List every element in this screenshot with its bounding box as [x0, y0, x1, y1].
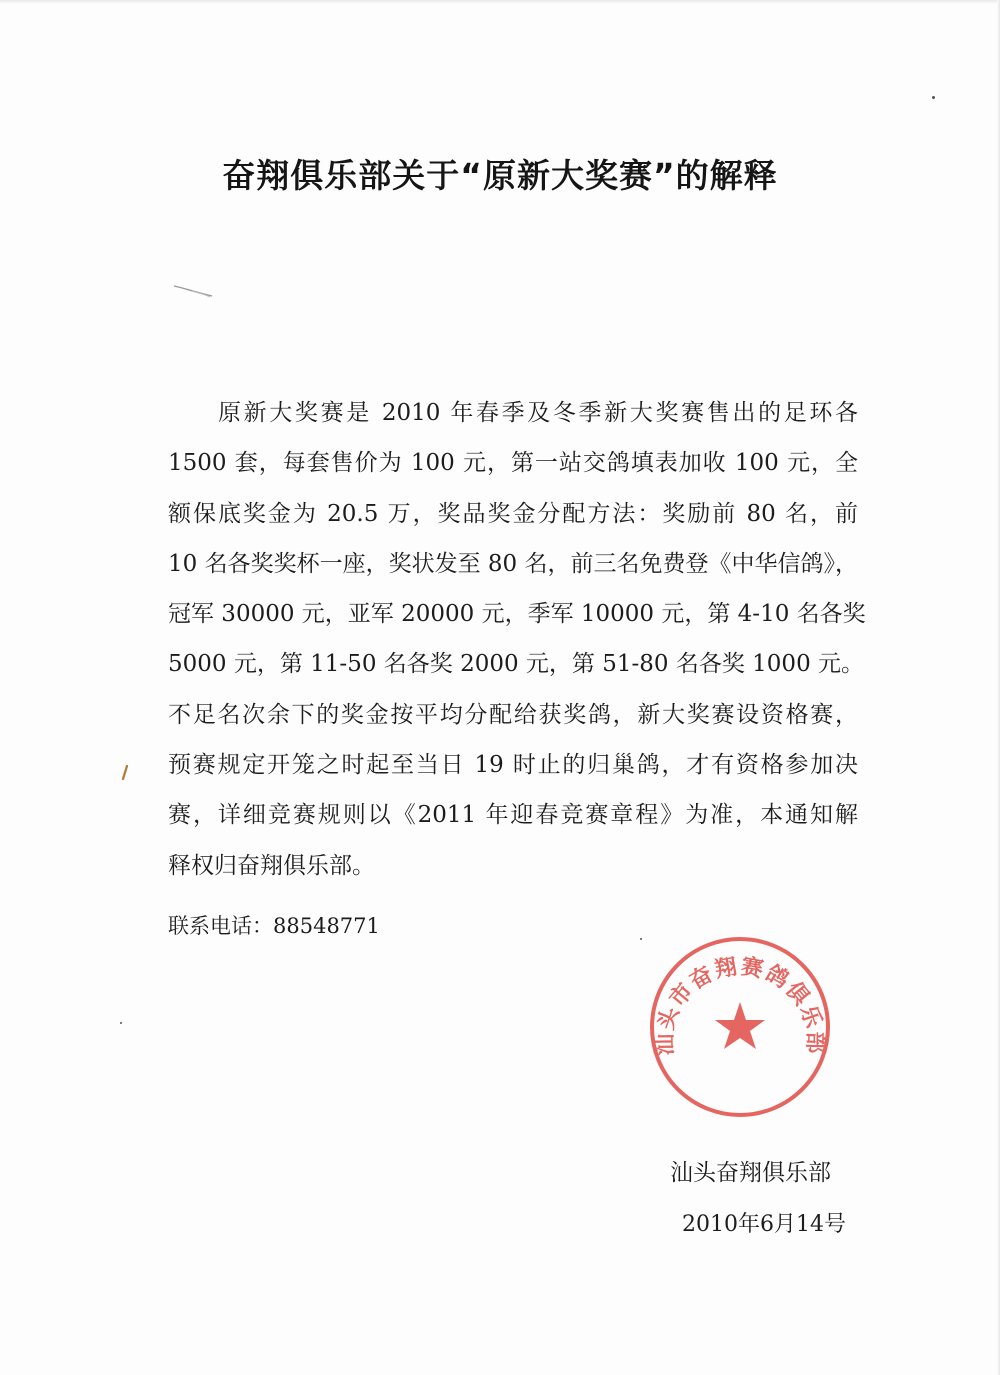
signature-date: 2010年6月14号 [682, 1212, 846, 1237]
scan-mark [120, 765, 130, 781]
body-line: 预赛规定开笼之时起至当日 19 时止的归巢鸽，才有资格参加决 [168, 752, 858, 779]
body-line: 10 名各奖奖杯一座，奖状发至 80 名，前三名免费登《中华信鸽》， [168, 550, 858, 577]
seal-star-icon [715, 1002, 765, 1049]
body-line: 释权归奋翔俱乐部。 [168, 852, 375, 879]
body-line: 5000 元，第 11-50 名各奖 2000 元，第 51-80 名各奖 1000 元。 [168, 651, 865, 678]
seal-text: 汕头市奋翔赛鸽俱乐部 [651, 953, 829, 1056]
scan-speck [120, 1022, 122, 1024]
body-line: 1500 套，每套售价为 100 元，第一站交鸽填表加收 100 元，全 [168, 450, 858, 477]
contact-phone: 联系电话：88548771 [168, 914, 380, 938]
scan-speck [932, 96, 935, 99]
body-line: 原新大奖赛是 2010 年春季及冬季新大奖赛售出的足环各 [218, 400, 858, 426]
scan-edge-top [0, 0, 1000, 4]
document-title: 奋翔俱乐部关于“原新大奖赛”的解释 [222, 156, 778, 195]
body-line: 赛，详细竞赛规则以《2011 年迎春竞赛章程》为准，本通知解 [168, 802, 858, 829]
body-line: 冠军 30000 元，亚军 20000 元，季军 10000 元，第 4-10 名各奖 [168, 601, 866, 628]
body-line: 额保底奖金为 20.5 万，奖品奖金分配方法：奖励前 80 名，前 [168, 500, 858, 527]
signature-organization: 汕头奋翔俱乐部 [670, 1160, 831, 1186]
scan-smudge [172, 282, 216, 300]
club-seal-stamp [645, 932, 835, 1122]
body-paragraph [168, 388, 866, 891]
scan-speck [640, 938, 642, 940]
body-line: 不足名次余下的奖金按平均分配给获奖鸽，新大奖赛设资格赛， [168, 701, 858, 728]
